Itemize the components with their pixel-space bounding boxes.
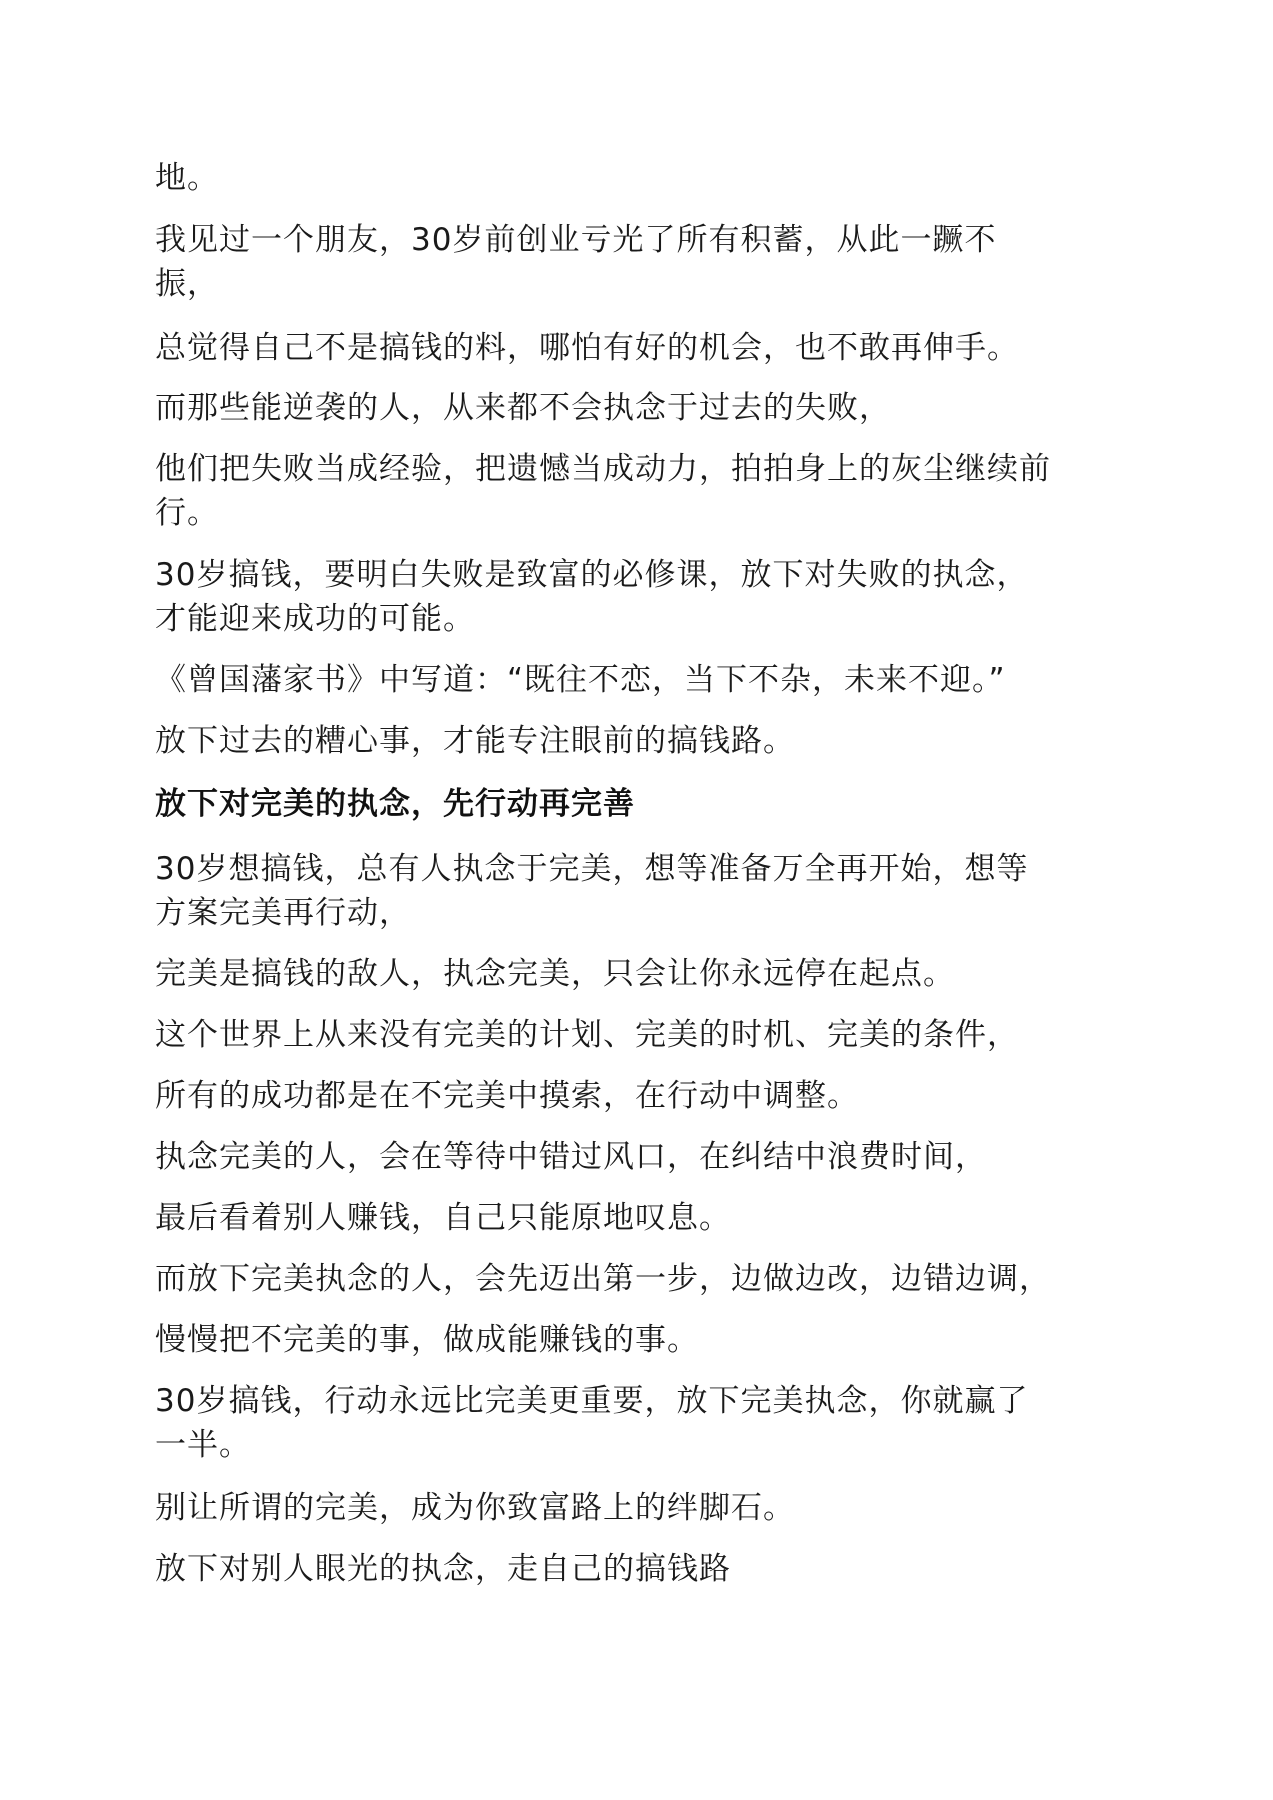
section-heading: 放下对完美的执念，先行动再完善	[155, 786, 635, 822]
text-line: 地。	[155, 160, 219, 196]
text-line: 最后看着别人赚钱，自己只能原地叹息。	[155, 1200, 731, 1236]
text-line: 慢慢把不完美的事，做成能赚钱的事。	[155, 1322, 699, 1358]
text-line: 所有的成功都是在不完美中摸索，在行动中调整。	[155, 1078, 859, 1114]
text-line: 执念完美的人，会在等待中错过风口，在纠结中浪费时间，	[155, 1139, 987, 1175]
text-line: 我见过一个朋友，30岁前创业亏光了所有积蓄，从此一蹶不	[155, 222, 997, 258]
text-line: 才能迎来成功的可能。	[155, 601, 475, 637]
text-line: 30岁搞钱，行动永远比完美更重要，放下完美执念，你就赢了	[155, 1383, 1029, 1419]
text-line: 《曾国藩家书》中写道：“既往不恋，当下不杂，未来不迎。”	[155, 662, 1006, 698]
text-line: 行。	[155, 495, 219, 531]
text-line: 总觉得自己不是搞钱的料，哪怕有好的机会，也不敢再伸手。	[155, 330, 1019, 366]
text-line: 而放下完美执念的人，会先迈出第一步，边做边改，边错边调，	[155, 1261, 1051, 1297]
text-line: 放下对别人眼光的执念，走自己的搞钱路	[155, 1551, 731, 1587]
text-line: 方案完美再行动，	[155, 895, 411, 931]
text-line: 他们把失败当成经验，把遗憾当成动力，拍拍身上的灰尘继续前	[155, 451, 1051, 487]
text-line: 振，	[155, 266, 219, 302]
text-line: 而那些能逆袭的人，从来都不会执念于过去的失败，	[155, 390, 891, 426]
text-line: 完美是搞钱的敌人，执念完美，只会让你永远停在起点。	[155, 956, 955, 992]
text-line: 这个世界上从来没有完美的计划、完美的时机、完美的条件，	[155, 1017, 1019, 1053]
text-line: 30岁想搞钱，总有人执念于完美，想等准备万全再开始，想等	[155, 851, 1029, 887]
text-line: 放下过去的糟心事，才能专注眼前的搞钱路。	[155, 723, 795, 759]
text-line: 一半。	[155, 1427, 251, 1463]
text-line: 别让所谓的完美，成为你致富路上的绊脚石。	[155, 1490, 795, 1526]
text-line: 30岁搞钱，要明白失败是致富的必修课，放下对失败的执念，	[155, 557, 1029, 593]
